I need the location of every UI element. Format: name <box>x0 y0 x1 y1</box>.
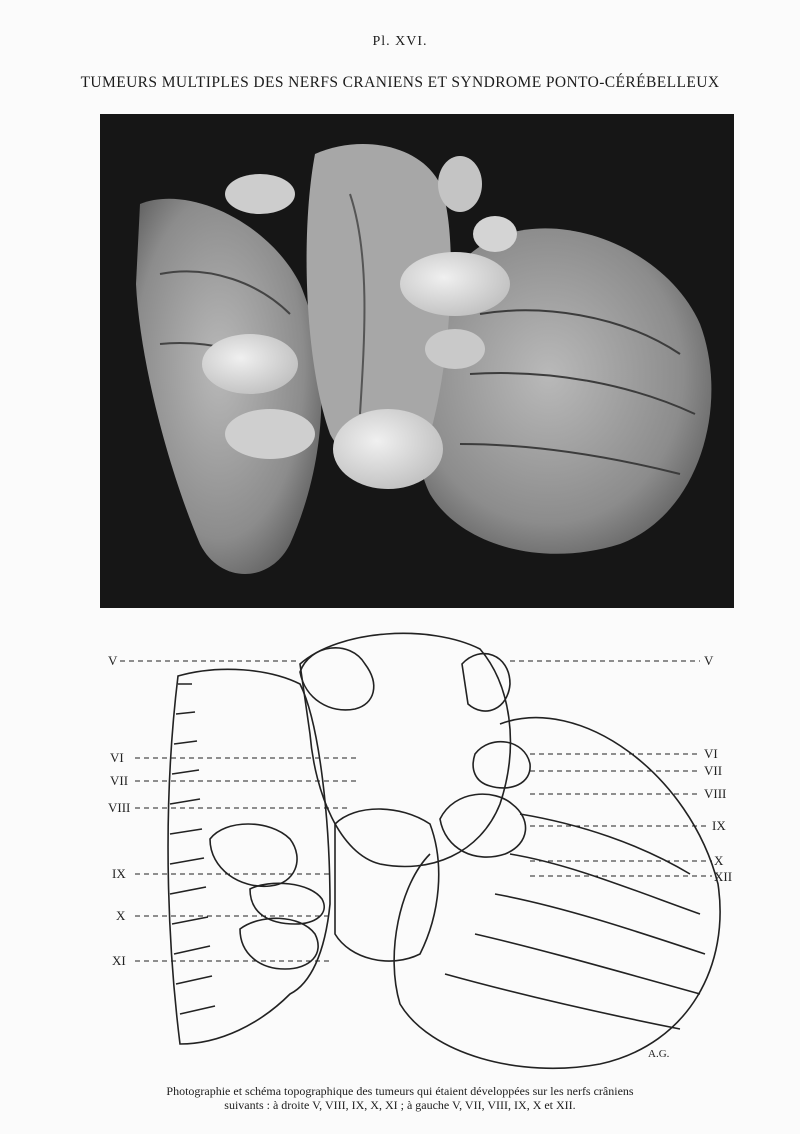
label-left-vii: VII <box>110 773 129 788</box>
label-right-ix: IX <box>712 818 726 833</box>
label-right-x: X <box>714 853 724 868</box>
plate-number: Pl. XVI. <box>372 34 428 49</box>
label-left-vi: VI <box>110 750 124 765</box>
label-right-vi: VI <box>704 746 718 761</box>
label-right-vii: VII <box>704 763 723 778</box>
label-right-viii: VIII <box>704 786 727 801</box>
caption-line-2: suivants : à droite V, VIII, IX, X, XI ; à gauche V, VII, VIII, IX, X et XII. <box>224 1098 576 1112</box>
label-left-viii: VIII <box>108 800 131 815</box>
topographic-diagram <box>100 624 760 1074</box>
label-left-x: X <box>116 908 126 923</box>
plate-title: TUMEURS MULTIPLES DES NERFS CRANIENS ET SYNDROME PONTO-CÉRÉBELLEUX <box>80 74 720 91</box>
label-right-xii: XII <box>714 869 733 884</box>
specimen-photograph <box>100 114 734 608</box>
label-left-v: V <box>108 653 118 668</box>
label-left-xi: XI <box>112 953 126 968</box>
figure-caption <box>60 1084 740 1112</box>
label-right-v: V <box>704 653 714 668</box>
label-left-ix: IX <box>112 866 126 881</box>
caption-line-1: Photographie et schéma topographique des tumeurs qui étaient développées sur les nerfs crâniens <box>166 1084 634 1098</box>
artist-signature: A.G. <box>648 1048 670 1060</box>
